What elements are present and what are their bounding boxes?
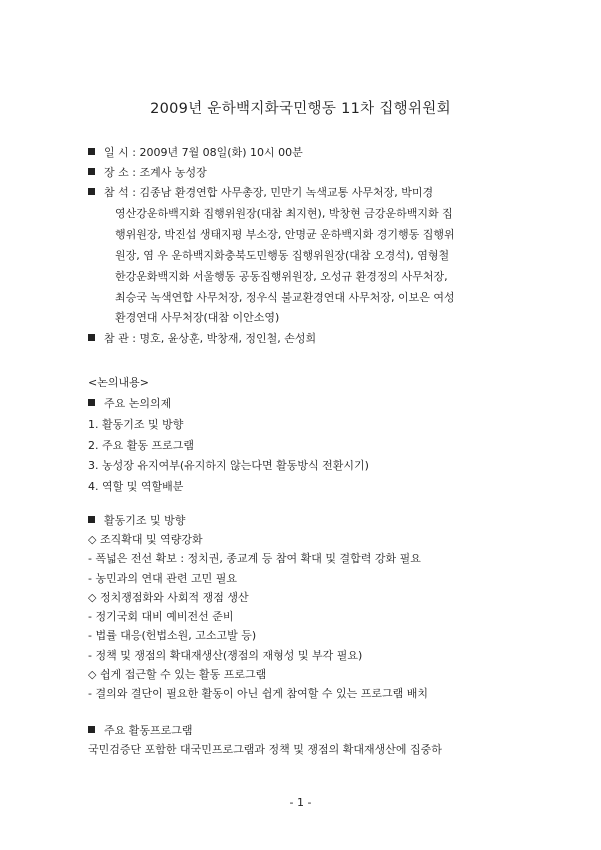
programs-paragraph: 국민검증단 포함한 대국민프로그램과 정책 및 쟁점의 확대재생산에 집중하 <box>88 743 442 756</box>
agenda-item: 4. 역할 및 역할배분 <box>88 480 184 493</box>
discussion-header: <논의내용> <box>88 376 149 389</box>
meta-place: 장 소 : 조계사 농성장 <box>88 166 207 180</box>
agenda-section-header: 주요 논의의제 <box>88 397 171 411</box>
square-bullet-icon <box>88 188 95 195</box>
attendees-line: 원장, 염 우 운하백지화충북도민행동 집행위원장(대참 오경석), 염형철 <box>115 249 450 262</box>
square-bullet-icon <box>88 334 95 341</box>
square-bullet-icon <box>88 399 95 406</box>
square-bullet-icon <box>88 726 95 733</box>
direction-line: - 결의와 결단이 필요한 활동이 아닌 쉽게 참여할 수 있는 프로그램 배치 <box>88 687 428 700</box>
direction-line: - 정책 및 쟁점의 확대재생산(쟁점의 재형성 및 부각 필요) <box>88 649 363 662</box>
direction-line: ◇ 쉽게 접근할 수 있는 활동 프로그램 <box>88 668 267 681</box>
attendees-line: 환경연대 사무처장(대참 이안소영) <box>115 311 280 324</box>
meta-observers: 참 관 : 명호, 윤상훈, 박창재, 정인철, 손성희 <box>88 332 316 346</box>
direction-line: - 농민과의 연대 관련 고민 필요 <box>88 572 237 585</box>
attendees-line: 한강운화백지화 서울행동 공동집행위원장, 오성규 환경정의 사무처장, <box>115 270 448 283</box>
agenda-item: 3. 농성장 유지여부(유지하지 않는다면 활동방식 전환시기) <box>88 459 369 472</box>
direction-line: - 법률 대응(헌법소원, 고소고발 등) <box>88 629 257 642</box>
square-bullet-icon <box>88 516 95 523</box>
square-bullet-icon <box>88 148 95 155</box>
direction-line: - 폭넓은 전선 확보 : 정치권, 종교계 등 참여 확대 및 결합력 강화 필요 <box>88 552 421 565</box>
agenda-item: 2. 주요 활동 프로그램 <box>88 439 194 452</box>
direction-section-header: 활동기조 및 방향 <box>88 514 185 528</box>
page-number: - 1 - <box>289 796 312 809</box>
agenda-item: 1. 활동기조 및 방향 <box>88 418 184 431</box>
attendees-line: 영산강운하백지화 집행위원장(대참 최지현), 박창현 금강운하백지화 집 <box>115 207 453 220</box>
direction-line: - 정기국회 대비 예비전선 준비 <box>88 610 234 623</box>
attendees-line: 최승국 녹색연합 사무처장, 정우식 불교환경연대 사무처장, 이보은 여성 <box>115 291 455 304</box>
meta-attendees: 참 석 : 김종남 환경연합 사무총장, 민만기 녹색교통 사무처장, 박미경 <box>88 186 433 200</box>
square-bullet-icon <box>88 168 95 175</box>
document-title: 2009년 운하백지화국민행동 11차 집행위원회 <box>150 101 451 117</box>
programs-section-header: 주요 활동프로그램 <box>88 724 193 738</box>
direction-line: ◇ 조직확대 및 역량강화 <box>88 533 203 546</box>
meta-date: 일 시 : 2009년 7월 08일(화) 10시 00분 <box>88 146 303 160</box>
direction-line: ◇ 정치쟁점화와 사회적 쟁점 생산 <box>88 591 249 604</box>
attendees-line: 행위원장, 박진섭 생태지평 부소장, 안명균 운하백지화 경기행동 집행위 <box>115 228 455 241</box>
